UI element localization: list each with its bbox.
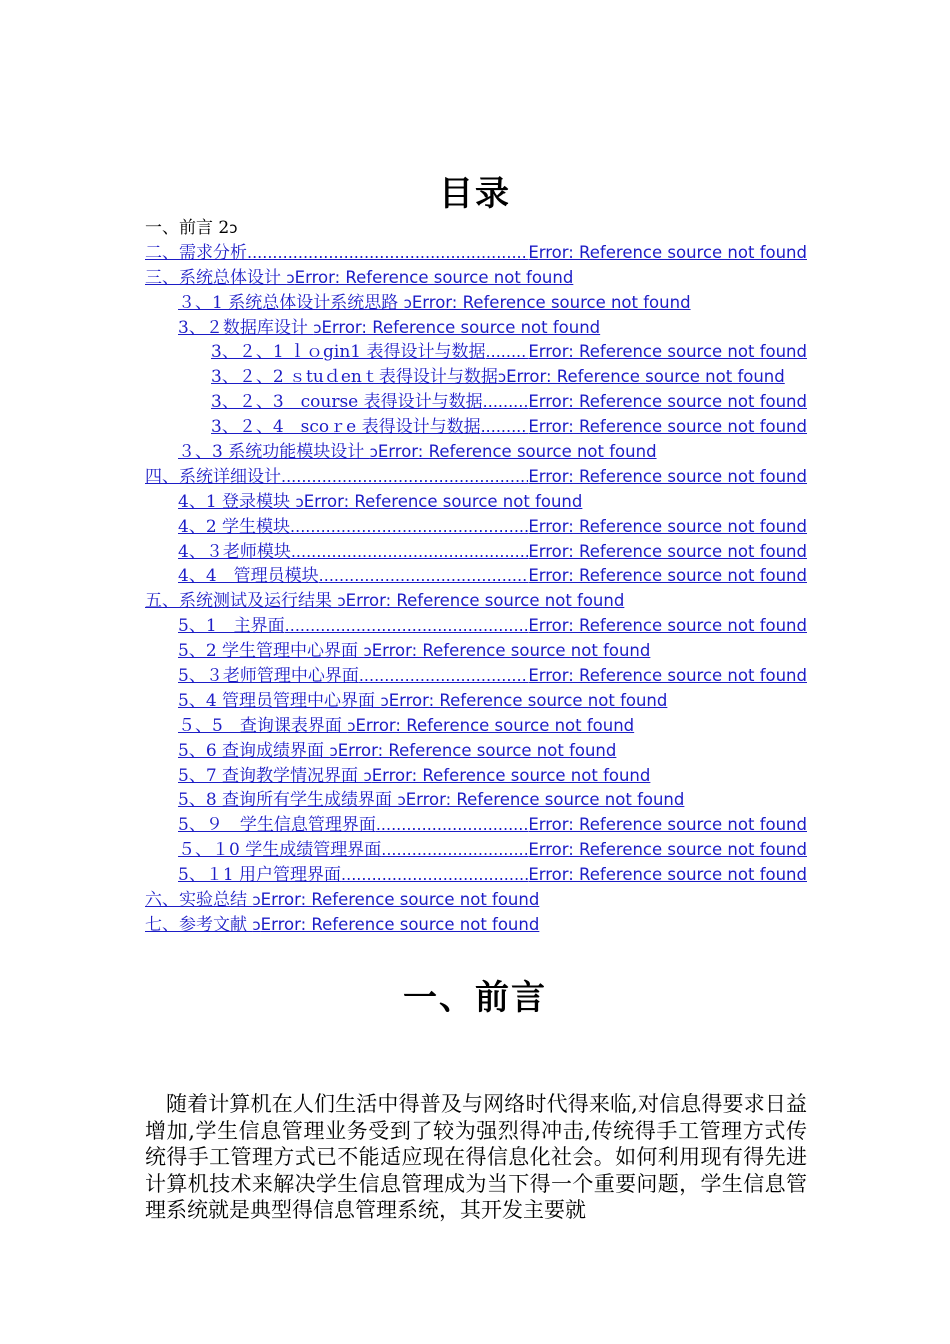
toc-entry[interactable] [145,589,807,614]
table-of-contents [145,216,807,938]
toc-entry[interactable] [145,340,807,365]
toc-entry-text: 3、２、3 course 表得设计与数据 [211,392,483,413]
toc-page-reference: Error: Reference source not found [371,641,651,661]
toc-page-reference: Error: Reference source not found [371,765,651,785]
toc-entry-text: 3、２数据库设计 [178,317,314,338]
toc-entry [145,216,807,241]
toc-leader-dots [376,813,529,838]
toc-page-reference: Error: Reference source not found [528,342,807,362]
toc-page-reference: Error: Reference source not found [528,566,807,586]
toc-leader-dots [486,340,529,365]
toc-page-reference: Error: Reference source not found [506,367,785,387]
section-title: 一、前言 [403,978,547,1018]
intro-paragraph: 随着计算机在人们生活中得普及与网络时代得来临,对信息得要求日益增加,学生信息管理业务受到了较为强烈得冲击,传统得手工管理方式传统得手工管理方式已不能适应现在得信息化社会。如何利用现有得先进计算机技术来解决学生信息管理成为当下得一个重要问题，学生信息管理系统就是典型得信息管理系统，其开发主要就 [145,1092,807,1222]
toc-entry[interactable] [145,415,807,440]
toc-page-reference: Error: Reference source not found [294,267,574,287]
toc-page-reference: Error: Reference source not found [345,591,625,611]
toc-entry-text: 5、1 主界面 [178,616,285,637]
field-marker-icon: ↄ [313,318,322,337]
toc-entry-text: 4、1 登录模块 [178,491,296,512]
toc-entry-text: 5、4 管理员管理中心界面 [178,690,381,711]
toc-entry-text: 3、２、1 ｌｏgin1 表得设计与数据 [211,342,486,363]
toc-entry[interactable] [145,664,807,689]
toc-entry[interactable] [145,316,807,341]
toc-entry[interactable] [145,788,807,813]
toc-entry-text: ３、3 系统功能模块设计 [178,442,370,463]
toc-entry-text: ５、１0 学生成绩管理界面 [178,840,382,861]
toc-entry-text: 3、２、4 scoｒe 表得设计与数据 [211,417,481,438]
toc-entry-text: 五、系统测试及运行结果 [145,591,338,612]
field-marker-icon: ↄ [497,368,507,387]
toc-entry[interactable] [145,390,807,415]
toc-page-reference: Error: Reference source not found [528,815,807,835]
toc-entry-text: 六、实验总结 [145,890,253,911]
toc-page-reference: Error: Reference source not found [528,417,807,437]
field-marker-icon: ↄ [380,691,389,710]
toc-entry[interactable] [145,739,807,764]
toc-entry-text: 四、系统详细设计 [145,466,281,487]
toc-entry[interactable] [145,714,807,739]
toc-leader-dots [359,664,529,689]
toc-entry[interactable] [145,639,807,664]
toc-page-reference: Error: Reference source not found [405,790,685,810]
toc-entry-text: ５、5 查询课表界面 [178,715,348,736]
toc-entry-text: 5、7 查询教学情况界面 [178,765,364,786]
toc-entry[interactable] [145,863,807,888]
toc-page-reference: Error: Reference source not found [321,317,601,337]
toc-entry-text: 5、8 查询所有学生成绩界面 [178,790,398,811]
toc-entry-text: 4、2 学生模块 [178,516,291,537]
toc-leader-dots [483,390,529,415]
toc-page-reference: Error: Reference source not found [528,616,807,636]
toc-leader-dots [285,614,529,639]
toc-page-reference: Error: Reference source not found [377,442,657,462]
field-marker-icon: ↄ [252,915,261,934]
toc-entry[interactable] [145,266,807,291]
toc-leader-dots [381,838,528,863]
toc-entry[interactable] [145,365,807,390]
toc-entry[interactable] [145,838,807,863]
toc-entry-text: 5、３老师管理中心界面 [178,666,359,687]
toc-leader-dots [481,415,529,440]
field-marker-icon: ↄ [363,642,372,661]
toc-entry-text: ３、1 系统总体设计系统思路 [178,292,404,313]
toc-entry[interactable] [145,540,807,565]
toc-entry-text: 4、4 管理员模块 [178,566,319,587]
toc-entry[interactable] [145,689,807,714]
toc-page-reference: Error: Reference source not found [355,715,635,735]
toc-leader-dots [319,564,529,589]
field-marker-icon: ↄ [369,443,378,462]
toc-entry[interactable] [145,813,807,838]
field-marker-icon: ↄ [397,791,406,810]
toc-entry[interactable] [145,913,807,938]
toc-page-reference: Error: Reference source not found [260,890,540,910]
toc-entry[interactable] [145,291,807,316]
toc-page-reference: Error: Reference source not found [528,392,807,412]
field-marker-icon: ↄ [295,492,304,511]
toc-page-reference: Error: Reference source not found [411,292,691,312]
toc-leader-dots [291,540,529,565]
toc-entry[interactable] [145,764,807,789]
field-marker-icon: ↄ [286,268,295,287]
toc-page-reference: Error: Reference source not found [528,516,807,536]
toc-page-reference: Error: Reference source not found [303,491,583,511]
toc-leader-dots [290,515,528,540]
field-marker-icon: ↄ [337,592,346,611]
toc-page-reference: Error: Reference source not found [528,466,807,486]
toc-entry[interactable] [145,440,807,465]
toc-page-reference: Error: Reference source not found [388,690,668,710]
toc-entry[interactable] [145,614,807,639]
toc-entry[interactable] [145,564,807,589]
toc-entry-text: 5、１1 用户管理界面 [178,865,342,886]
toc-page-reference: Error: Reference source not found [528,865,807,885]
toc-entry[interactable] [145,241,807,266]
toc-entry[interactable] [145,888,807,913]
toc-page-reference: Error: Reference source not found [528,242,807,262]
toc-entry-text: 三、系统总体设计 [145,267,287,288]
toc-entry-text: 七、参考文献 [145,914,253,935]
toc-page-reference: Error: Reference source not found [528,541,807,561]
field-marker-icon: ↄ [363,766,372,785]
toc-entry-text: 5、９ 学生信息管理界面 [178,815,376,836]
toc-entry-text: 二、需求分析 [145,242,247,263]
toc-title: 目录 [439,174,511,214]
toc-entry-text: 5、6 查询成绩界面 [178,740,330,761]
field-marker-icon: ↄ [229,219,238,237]
toc-leader-dots [341,863,528,888]
toc-leader-dots [247,241,528,266]
toc-page-reference: Error: Reference source not found [260,914,540,934]
toc-page-reference: Error: Reference source not found [528,666,807,686]
field-marker-icon: ↄ [347,716,356,735]
toc-entry-text: 一、前言 2 [145,218,230,238]
toc-entry[interactable] [145,515,807,540]
toc-page-reference: Error: Reference source not found [337,740,617,760]
toc-leader-dots [281,465,528,490]
toc-entry[interactable] [145,490,807,515]
field-marker-icon: ↄ [403,293,412,312]
toc-entry-text: 4、３老师模块 [178,541,291,562]
toc-entry-text: 5、2 学生管理中心界面 [178,641,364,662]
toc-page-reference: Error: Reference source not found [528,840,807,860]
toc-entry-text: 3、２、2 ｓtuｄenｔ表得设计与数据 [211,367,498,388]
toc-entry[interactable] [145,465,807,490]
field-marker-icon: ↄ [329,741,338,760]
field-marker-icon: ↄ [252,891,261,910]
